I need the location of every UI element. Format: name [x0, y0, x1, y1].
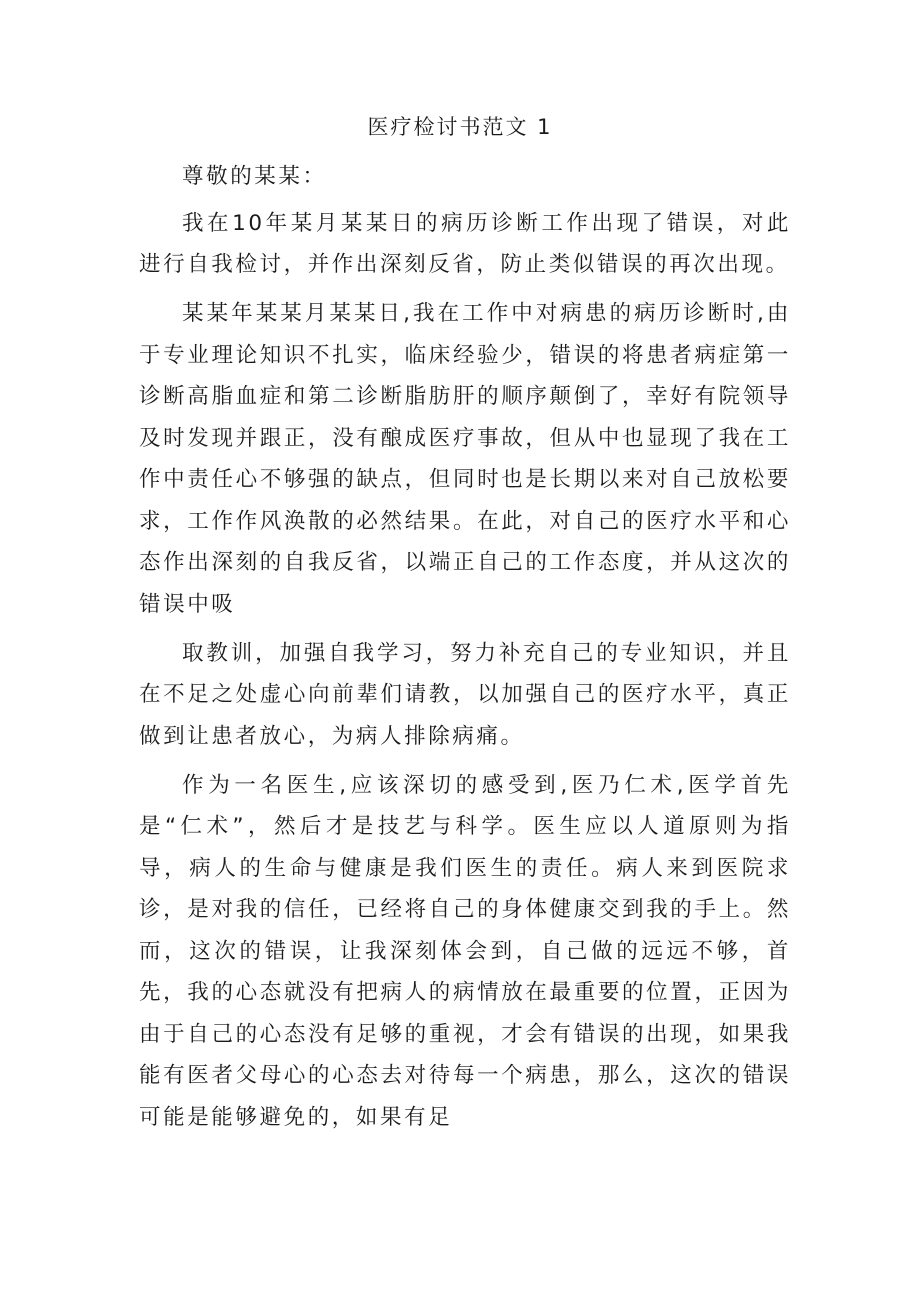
salutation: 尊敬的某某： [182, 164, 327, 189]
document-title: 医疗检讨书范文 1 [367, 115, 553, 139]
paragraph-1: 我在10年某月某某日的病历诊断工作出现了错误，对此进行自我检讨，并作出深刻反省，防止类似错误的再次出现。 [139, 210, 791, 277]
document-body [139, 156, 791, 1146]
paragraph-3: 取教训，加强自我学习，努力补充自己的专业知识，并且在不足之处虚心向前辈们请教，以加强自己的医疗水平，真正做到让患者放心，为病人排除病痛。 [139, 640, 791, 749]
paragraph-2: 某某年某某月某某日,我在工作中对病患的病历诊断时,由于专业理论知识不扎实，临床经验少，错误的将患者病症第一诊断高脂血症和第二诊断脂肪肝的顺序颠倒了，幸好有院领导及时发现并跟正，没有酿成医疗事故，但从中也显现了我在工作中责任心不够强的缺点，但同时也是长期以来对自己放松要求，工作作风涣散的必然结果。在此，对自己的医疗水平和心态作出深刻的自我反省，以端正自己的工作态度，并从这次的错误中吸 [139, 301, 791, 617]
paragraph-4: 作为一名医生,应该深切的感受到,医乃仁术,医学首先是“仁术”，然后才是技艺与科学。医生应以人道原则为指导，病人的生命与健康是我们医生的责任。病人来到医院求诊，是对我的信任，已经将自己的身体健康交到我的手上。然而，这次的错误，让我深刻体会到，自己做的远远不够，首先，我的心态就没有把病人的病情放在最重要的位置，正因为由于自己的心态没有足够的重视，才会有错误的出现，如果我能有医者父母心的心态去对待每一个病患，那么，这次的错误可能是能够避免的，如果有足 [139, 772, 791, 1130]
